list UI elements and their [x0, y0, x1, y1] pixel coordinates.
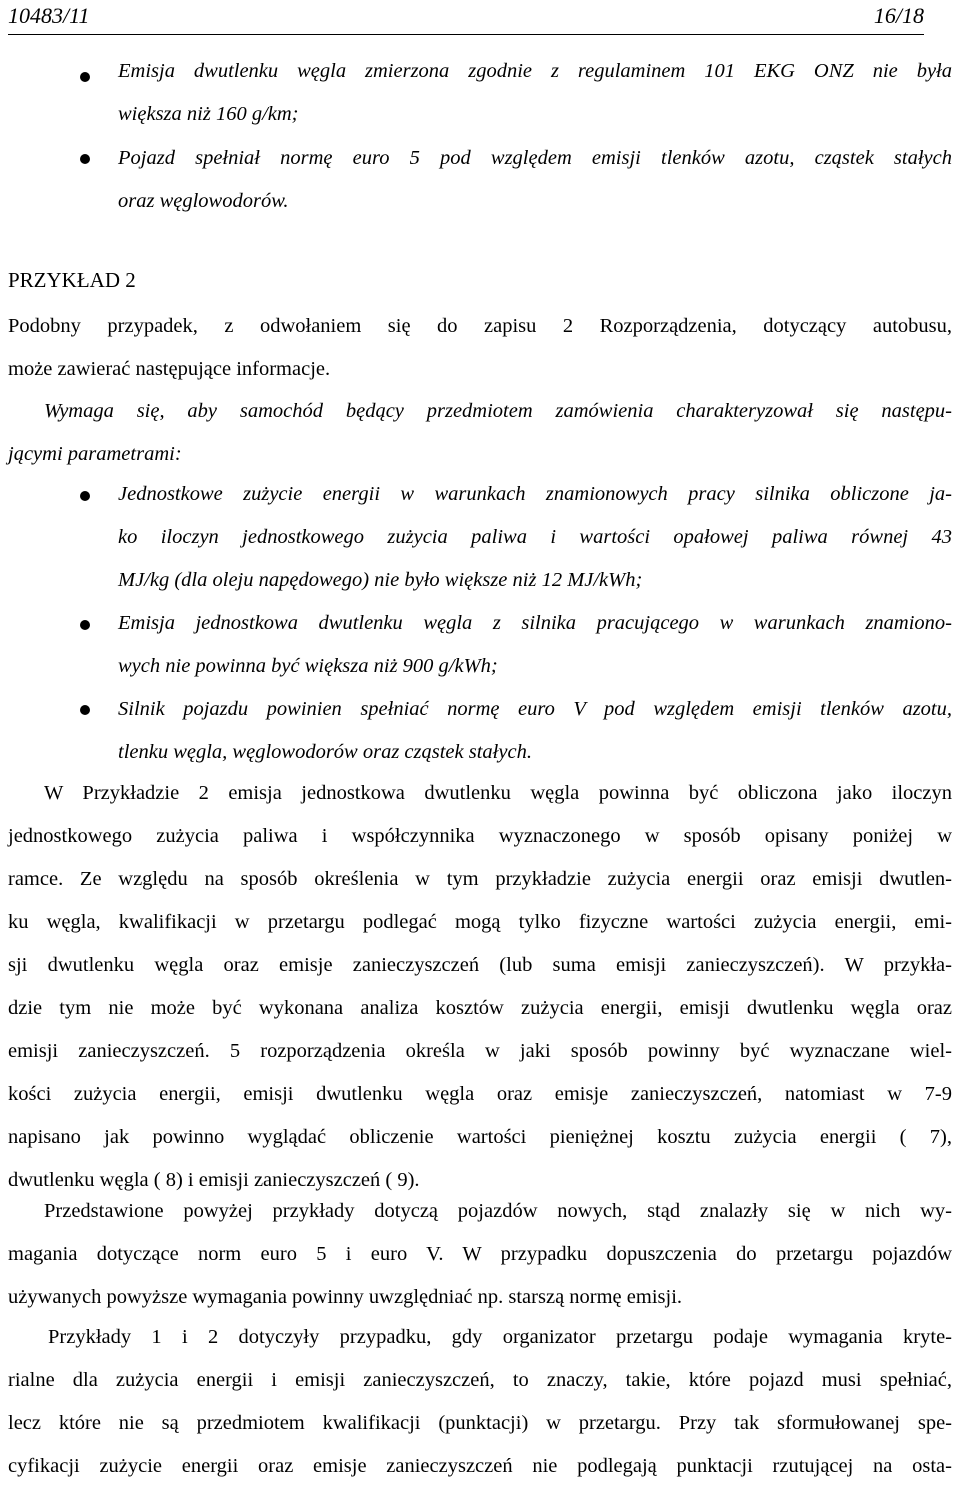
text-line: tlenku węgla, węglowodorów oraz cząstek stałych.	[118, 741, 532, 763]
page-header	[8, 0, 924, 35]
text-line: Emisja jednostkowa dwutlenku węgla z silnika pracującego w warunkach znamiono-	[118, 612, 952, 634]
bullet-icon	[80, 620, 90, 630]
bullet-icon	[80, 705, 90, 715]
text-line: wych nie powinna być większa niż 900 g/kWh;	[118, 655, 498, 677]
text-line: lecz które nie są przedmiotem kwalifikacji (punktacji) w przetargu. Przy tak sformułowanej spe-	[8, 1412, 952, 1434]
text-line: Wymaga się, aby samochód będący przedmiotem zamówienia charakteryzował się następu-	[44, 400, 952, 422]
bullet-item	[118, 137, 952, 223]
text-line: ku węgla, kwalifikacji w przetargu podlegać mogą tylko fizyczne wartości zużycia energii, emi-	[8, 911, 952, 933]
text-line: Przykłady 1 i 2 dotyczyły przypadku, gdy organizator przetargu podaje wymagania kryte-	[48, 1326, 952, 1348]
text-line: może zawierać następujące informacje.	[8, 358, 331, 380]
text-line: ko iloczyn jednostkowego zużycia paliwa i wartości opałowej paliwa równej 43	[118, 526, 952, 548]
text-line: napisano jak powinno wyglądać obliczenie wartości pieniężnej kosztu zużycia energii ( 7),	[8, 1126, 952, 1148]
bullet-icon	[80, 491, 90, 501]
requirement-bullet	[118, 473, 952, 602]
text-line: cyfikacji zużycie energii oraz emisje zanieczyszczeń nie podlegają punktacji rzutującej na osta-	[8, 1455, 952, 1477]
text-line: sji dwutlenku węgla oraz emisje zanieczyszczeń (lub suma emisji zanieczyszczeń). W przykła-	[8, 954, 952, 976]
text-line: jącymi parametrami:	[8, 443, 182, 465]
requirement-bullet	[118, 688, 952, 774]
document-number: 10483/11	[8, 3, 90, 28]
text-line: Emisja dwutlenku węgla zmierzona zgodnie z regulaminem 101 EKG ONZ nie była	[118, 60, 952, 82]
page-number: 16/18	[873, 3, 924, 28]
bullet-item	[118, 50, 952, 136]
text-line: MJ/kg (dla oleju napędowego) nie było większe niż 12 MJ/kWh;	[118, 569, 643, 591]
text-line: emisji zanieczyszczeń. 5 rozporządzenia określa w jaki sposób powinny być wyznaczane wiel-	[8, 1040, 952, 1062]
text-line: ramce. Ze względu na sposób określenia w tym przykładzie zużycia energii oraz emisji dwutlen-	[8, 868, 952, 890]
text-line: większa niż 160 g/km;	[118, 103, 299, 125]
bullet-icon	[80, 72, 90, 82]
body-paragraph	[8, 772, 952, 1202]
requirement-bullet	[118, 602, 952, 688]
text-line: W Przykładzie 2 emisja jednostkowa dwutlenku węgla powinna być obliczona jako iloczyn	[44, 782, 952, 804]
text-line: dzie tym nie może być wykonana analiza kosztów zużycia energii, emisji dwutlenku węgla oraz	[8, 997, 952, 1019]
text-line: Podobny przypadek, z odwołaniem się do zapisu 2 Rozporządzenia, dotyczący autobusu,	[8, 315, 952, 337]
text-line: kości zużycia energii, emisji dwutlenku węgla oraz emisje zanieczyszczeń, natomiast w 7-9	[8, 1083, 952, 1105]
text-line: magania dotyczące norm euro 5 i euro V. W przypadku dopuszczenia do przetargu pojazdów	[8, 1243, 952, 1265]
bullet-icon	[80, 154, 90, 164]
requirement-paragraph	[8, 390, 952, 476]
text-line: Pojazd spełniał normę euro 5 pod względem emisji tlenków azotu, cząstek stałych	[118, 147, 952, 169]
text-line: jednostkowego zużycia paliwa i współczynnika wyznaczonego w sposób opisany poniżej w	[8, 825, 952, 847]
text-line: oraz węglowodorów.	[118, 190, 289, 212]
text-line: dwutlenku węgla ( 8) i emisji zanieczyszczeń ( 9).	[8, 1169, 420, 1191]
text-line: używanych powyższe wymagania powinny uwzględniać np. starszą normę emisji.	[8, 1286, 683, 1308]
text-line: rialne dla zużycia energii i emisji zanieczyszczeń, to znaczy, takie, które pojazd musi spełniać,	[8, 1369, 952, 1391]
text-line: Silnik pojazdu powinien spełniać normę euro V pod względem emisji tlenków azotu,	[118, 698, 952, 720]
example-heading: PRZYKŁAD 2	[8, 268, 136, 292]
text-line: Przedstawione powyżej przykłady dotyczą pojazdów nowych, stąd znalazły się w nich wy-	[44, 1200, 952, 1222]
body-paragraph	[8, 1316, 952, 1488]
body-paragraph	[8, 1190, 952, 1319]
intro-paragraph	[8, 305, 952, 391]
text-line: Jednostkowe zużycie energii w warunkach znamionowych pracy silnika obliczone ja-	[118, 483, 952, 505]
